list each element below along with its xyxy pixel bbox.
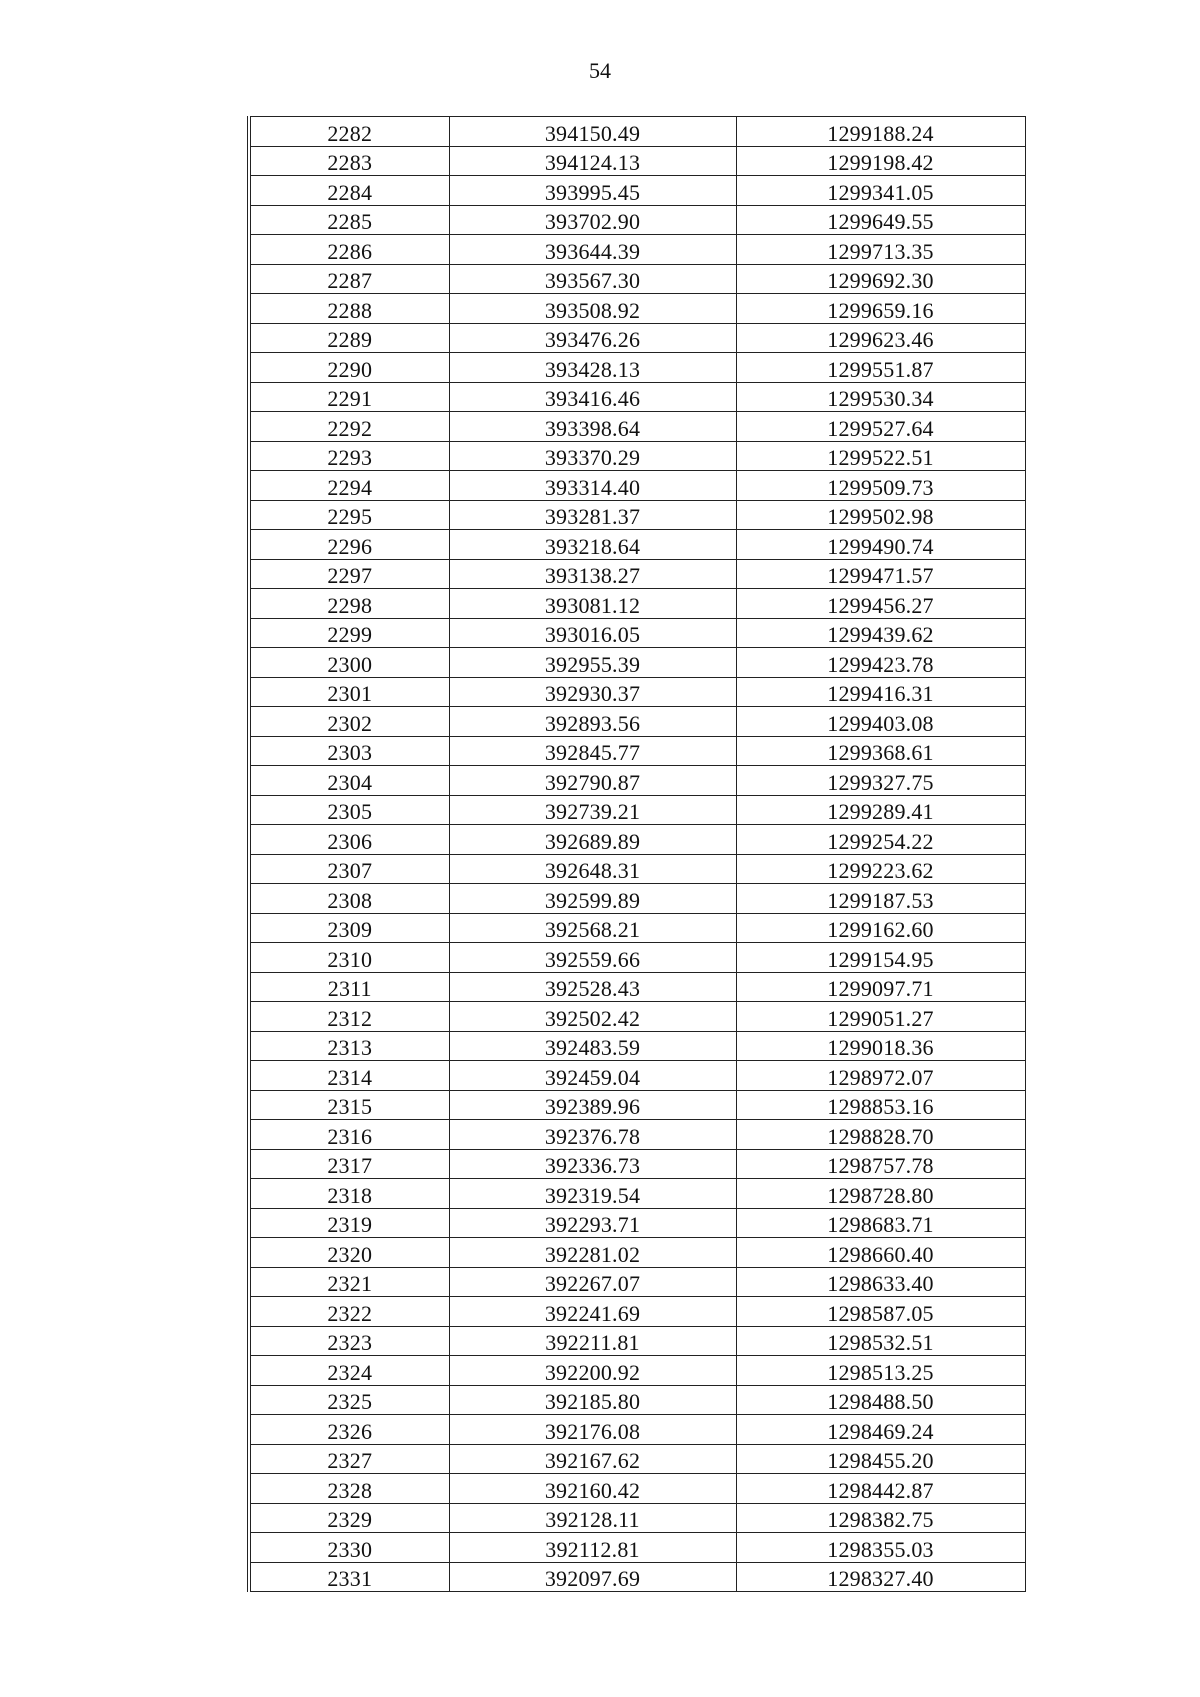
y-coordinate-cell: 1299692.30	[736, 264, 1025, 294]
point-number-cell: 2297	[249, 559, 449, 589]
point-number-cell: 2283	[249, 146, 449, 176]
point-number-cell: 2303	[249, 736, 449, 766]
table-row	[249, 1002, 1025, 1032]
table-row	[249, 146, 1025, 176]
table-row	[249, 648, 1025, 678]
point-number-cell: 2291	[249, 382, 449, 412]
coordinates-table-body	[249, 117, 1025, 1592]
y-coordinate-cell: 1298683.71	[736, 1208, 1025, 1238]
x-coordinate-cell: 392167.62	[449, 1444, 736, 1474]
x-coordinate-cell: 392241.69	[449, 1297, 736, 1327]
table-row	[249, 825, 1025, 855]
y-coordinate-cell: 1299327.75	[736, 766, 1025, 796]
x-coordinate-cell: 392211.81	[449, 1326, 736, 1356]
y-coordinate-cell: 1298513.25	[736, 1356, 1025, 1386]
point-number-cell: 2309	[249, 913, 449, 943]
table-row	[249, 1090, 1025, 1120]
y-coordinate-cell: 1299198.42	[736, 146, 1025, 176]
y-coordinate-cell: 1299154.95	[736, 943, 1025, 973]
point-number-cell: 2314	[249, 1061, 449, 1091]
x-coordinate-cell: 393281.37	[449, 500, 736, 530]
point-number-cell: 2305	[249, 795, 449, 825]
x-coordinate-cell: 393476.26	[449, 323, 736, 353]
point-number-cell: 2324	[249, 1356, 449, 1386]
table-row	[249, 323, 1025, 353]
table-row	[249, 1208, 1025, 1238]
y-coordinate-cell: 1298382.75	[736, 1503, 1025, 1533]
point-number-cell: 2284	[249, 176, 449, 206]
point-number-cell: 2287	[249, 264, 449, 294]
y-coordinate-cell: 1299187.53	[736, 884, 1025, 914]
x-coordinate-cell: 392185.80	[449, 1385, 736, 1415]
y-coordinate-cell: 1299341.05	[736, 176, 1025, 206]
table-row	[249, 618, 1025, 648]
y-coordinate-cell: 1299051.27	[736, 1002, 1025, 1032]
table-row	[249, 1415, 1025, 1445]
x-coordinate-cell: 392648.31	[449, 854, 736, 884]
table-row	[249, 884, 1025, 914]
point-number-cell: 2318	[249, 1179, 449, 1209]
table-row	[249, 1356, 1025, 1386]
table-row	[249, 1179, 1025, 1209]
x-coordinate-cell: 392200.92	[449, 1356, 736, 1386]
point-number-cell: 2325	[249, 1385, 449, 1415]
point-number-cell: 2330	[249, 1533, 449, 1563]
y-coordinate-cell: 1299659.16	[736, 294, 1025, 324]
table-row	[249, 1267, 1025, 1297]
y-coordinate-cell: 1299223.62	[736, 854, 1025, 884]
x-coordinate-cell: 393138.27	[449, 559, 736, 589]
table-row	[249, 677, 1025, 707]
x-coordinate-cell: 392376.78	[449, 1120, 736, 1150]
point-number-cell: 2299	[249, 618, 449, 648]
x-coordinate-cell: 392790.87	[449, 766, 736, 796]
x-coordinate-cell: 392459.04	[449, 1061, 736, 1091]
point-number-cell: 2288	[249, 294, 449, 324]
y-coordinate-cell: 1298728.80	[736, 1179, 1025, 1209]
coordinates-table	[247, 116, 1026, 1592]
x-coordinate-cell: 393995.45	[449, 176, 736, 206]
x-coordinate-cell: 393567.30	[449, 264, 736, 294]
point-number-cell: 2285	[249, 205, 449, 235]
table-row	[249, 1149, 1025, 1179]
x-coordinate-cell: 392267.07	[449, 1267, 736, 1297]
table-row	[249, 589, 1025, 619]
point-number-cell: 2321	[249, 1267, 449, 1297]
y-coordinate-cell: 1299649.55	[736, 205, 1025, 235]
point-number-cell: 2301	[249, 677, 449, 707]
table-row	[249, 530, 1025, 560]
table-row	[249, 1120, 1025, 1150]
table-row	[249, 1385, 1025, 1415]
x-coordinate-cell: 394150.49	[449, 117, 736, 147]
x-coordinate-cell: 392845.77	[449, 736, 736, 766]
x-coordinate-cell: 394124.13	[449, 146, 736, 176]
table-row	[249, 500, 1025, 530]
y-coordinate-cell: 1298972.07	[736, 1061, 1025, 1091]
x-coordinate-cell: 392568.21	[449, 913, 736, 943]
y-coordinate-cell: 1299502.98	[736, 500, 1025, 530]
table-row	[249, 1533, 1025, 1563]
x-coordinate-cell: 392160.42	[449, 1474, 736, 1504]
y-coordinate-cell: 1299188.24	[736, 117, 1025, 147]
y-coordinate-cell: 1298469.24	[736, 1415, 1025, 1445]
point-number-cell: 2292	[249, 412, 449, 442]
y-coordinate-cell: 1298532.51	[736, 1326, 1025, 1356]
point-number-cell: 2329	[249, 1503, 449, 1533]
y-coordinate-cell: 1298442.87	[736, 1474, 1025, 1504]
y-coordinate-cell: 1299623.46	[736, 323, 1025, 353]
point-number-cell: 2313	[249, 1031, 449, 1061]
point-number-cell: 2300	[249, 648, 449, 678]
y-coordinate-cell: 1299423.78	[736, 648, 1025, 678]
point-number-cell: 2306	[249, 825, 449, 855]
table-row	[249, 382, 1025, 412]
table-row	[249, 913, 1025, 943]
table-row	[249, 766, 1025, 796]
table-row	[249, 441, 1025, 471]
x-coordinate-cell: 392955.39	[449, 648, 736, 678]
table-row	[249, 1297, 1025, 1327]
x-coordinate-cell: 393508.92	[449, 294, 736, 324]
point-number-cell: 2323	[249, 1326, 449, 1356]
y-coordinate-cell: 1299527.64	[736, 412, 1025, 442]
table-row	[249, 1031, 1025, 1061]
point-number-cell: 2304	[249, 766, 449, 796]
table-row	[249, 559, 1025, 589]
point-number-cell: 2312	[249, 1002, 449, 1032]
table-row	[249, 1474, 1025, 1504]
y-coordinate-cell: 1298757.78	[736, 1149, 1025, 1179]
y-coordinate-cell: 1299097.71	[736, 972, 1025, 1002]
point-number-cell: 2289	[249, 323, 449, 353]
table-row	[249, 1444, 1025, 1474]
x-coordinate-cell: 392528.43	[449, 972, 736, 1002]
x-coordinate-cell: 392559.66	[449, 943, 736, 973]
x-coordinate-cell: 392319.54	[449, 1179, 736, 1209]
y-coordinate-cell: 1298355.03	[736, 1533, 1025, 1563]
point-number-cell: 2311	[249, 972, 449, 1002]
x-coordinate-cell: 392893.56	[449, 707, 736, 737]
y-coordinate-cell: 1298327.40	[736, 1562, 1025, 1592]
x-coordinate-cell: 392930.37	[449, 677, 736, 707]
table-row	[249, 176, 1025, 206]
x-coordinate-cell: 393702.90	[449, 205, 736, 235]
y-coordinate-cell: 1299162.60	[736, 913, 1025, 943]
y-coordinate-cell: 1298587.05	[736, 1297, 1025, 1327]
point-number-cell: 2296	[249, 530, 449, 560]
x-coordinate-cell: 392739.21	[449, 795, 736, 825]
table-row	[249, 353, 1025, 383]
x-coordinate-cell: 392502.42	[449, 1002, 736, 1032]
y-coordinate-cell: 1298455.20	[736, 1444, 1025, 1474]
point-number-cell: 2328	[249, 1474, 449, 1504]
table-row	[249, 707, 1025, 737]
point-number-cell: 2316	[249, 1120, 449, 1150]
point-number-cell: 2322	[249, 1297, 449, 1327]
point-number-cell: 2302	[249, 707, 449, 737]
table-row	[249, 1238, 1025, 1268]
point-number-cell: 2307	[249, 854, 449, 884]
table-row	[249, 471, 1025, 501]
point-number-cell: 2317	[249, 1149, 449, 1179]
x-coordinate-cell: 393016.05	[449, 618, 736, 648]
point-number-cell: 2310	[249, 943, 449, 973]
table-row	[249, 736, 1025, 766]
x-coordinate-cell: 392599.89	[449, 884, 736, 914]
y-coordinate-cell: 1299522.51	[736, 441, 1025, 471]
table-row	[249, 1562, 1025, 1592]
y-coordinate-cell: 1299530.34	[736, 382, 1025, 412]
x-coordinate-cell: 393398.64	[449, 412, 736, 442]
point-number-cell: 2331	[249, 1562, 449, 1592]
y-coordinate-cell: 1299439.62	[736, 618, 1025, 648]
y-coordinate-cell: 1298853.16	[736, 1090, 1025, 1120]
point-number-cell: 2290	[249, 353, 449, 383]
y-coordinate-cell: 1298488.50	[736, 1385, 1025, 1415]
point-number-cell: 2326	[249, 1415, 449, 1445]
x-coordinate-cell: 392281.02	[449, 1238, 736, 1268]
y-coordinate-cell: 1299018.36	[736, 1031, 1025, 1061]
x-coordinate-cell: 392389.96	[449, 1090, 736, 1120]
table-row	[249, 795, 1025, 825]
table-row	[249, 235, 1025, 265]
table-row	[249, 854, 1025, 884]
y-coordinate-cell: 1299509.73	[736, 471, 1025, 501]
y-coordinate-cell: 1299416.31	[736, 677, 1025, 707]
point-number-cell: 2308	[249, 884, 449, 914]
point-number-cell: 2327	[249, 1444, 449, 1474]
x-coordinate-cell: 393314.40	[449, 471, 736, 501]
y-coordinate-cell: 1299490.74	[736, 530, 1025, 560]
x-coordinate-cell: 393644.39	[449, 235, 736, 265]
x-coordinate-cell: 392128.11	[449, 1503, 736, 1533]
y-coordinate-cell: 1299289.41	[736, 795, 1025, 825]
x-coordinate-cell: 392112.81	[449, 1533, 736, 1563]
table-row	[249, 264, 1025, 294]
x-coordinate-cell: 393416.46	[449, 382, 736, 412]
y-coordinate-cell: 1299471.57	[736, 559, 1025, 589]
y-coordinate-cell: 1299254.22	[736, 825, 1025, 855]
x-coordinate-cell: 392689.89	[449, 825, 736, 855]
x-coordinate-cell: 393081.12	[449, 589, 736, 619]
y-coordinate-cell: 1298828.70	[736, 1120, 1025, 1150]
table-row	[249, 1503, 1025, 1533]
table-row	[249, 412, 1025, 442]
x-coordinate-cell: 392483.59	[449, 1031, 736, 1061]
table-row	[249, 943, 1025, 973]
y-coordinate-cell: 1299368.61	[736, 736, 1025, 766]
table-row	[249, 1326, 1025, 1356]
table-row	[249, 972, 1025, 1002]
y-coordinate-cell: 1298660.40	[736, 1238, 1025, 1268]
point-number-cell: 2282	[249, 117, 449, 147]
table-row	[249, 294, 1025, 324]
point-number-cell: 2293	[249, 441, 449, 471]
page-number: 54	[589, 58, 611, 83]
table-row	[249, 117, 1025, 147]
y-coordinate-cell: 1299713.35	[736, 235, 1025, 265]
x-coordinate-cell: 393428.13	[449, 353, 736, 383]
y-coordinate-cell: 1299456.27	[736, 589, 1025, 619]
point-number-cell: 2315	[249, 1090, 449, 1120]
point-number-cell: 2320	[249, 1238, 449, 1268]
x-coordinate-cell: 393370.29	[449, 441, 736, 471]
point-number-cell: 2286	[249, 235, 449, 265]
y-coordinate-cell: 1298633.40	[736, 1267, 1025, 1297]
x-coordinate-cell: 392097.69	[449, 1562, 736, 1592]
x-coordinate-cell: 393218.64	[449, 530, 736, 560]
x-coordinate-cell: 392336.73	[449, 1149, 736, 1179]
y-coordinate-cell: 1299403.08	[736, 707, 1025, 737]
x-coordinate-cell: 392176.08	[449, 1415, 736, 1445]
point-number-cell: 2295	[249, 500, 449, 530]
point-number-cell: 2294	[249, 471, 449, 501]
x-coordinate-cell: 392293.71	[449, 1208, 736, 1238]
point-number-cell: 2319	[249, 1208, 449, 1238]
point-number-cell: 2298	[249, 589, 449, 619]
y-coordinate-cell: 1299551.87	[736, 353, 1025, 383]
table-row	[249, 1061, 1025, 1091]
table-row	[249, 205, 1025, 235]
